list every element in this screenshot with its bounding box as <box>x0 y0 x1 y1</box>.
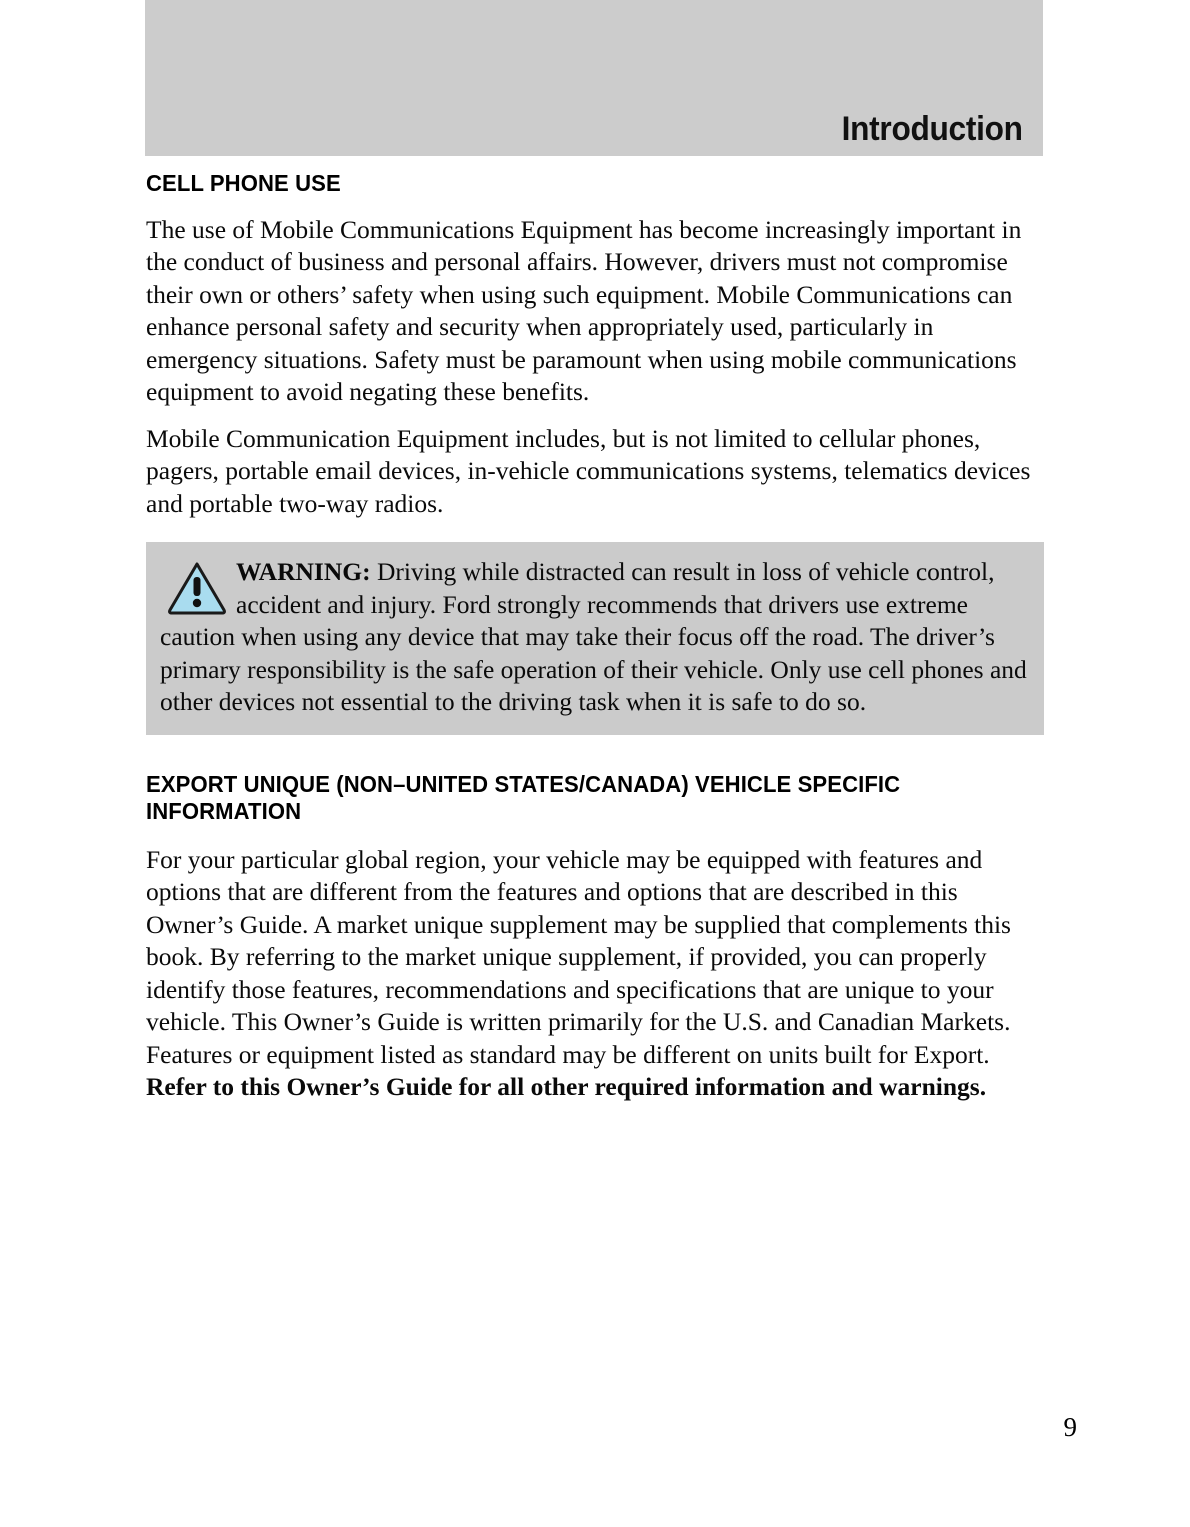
warning-box <box>146 542 1044 735</box>
page-content <box>146 170 1044 1104</box>
paragraph-export-unique <box>146 844 1044 1104</box>
page-title: Introduction <box>841 110 1023 148</box>
section-heading-export-unique: EXPORT UNIQUE (NON–UNITED STATES/CANADA) VEHICLE SPECIFIC INFORMATION <box>146 770 901 825</box>
warning-body: Driving while distracted can result in loss of vehicle control, accident and injury. Ford strongly recommends that drivers use extreme caution when using any device that may take their focus off the road. The driver’s primary responsibility is the safe operation of their vehicle. Only use cell phones and other devices not essential to the driving task when it is safe to do so. <box>160 557 1027 717</box>
warning-label: WARNING: <box>236 557 371 587</box>
section-heading-cell-phone-use: CELL PHONE USE <box>146 170 341 196</box>
page-number: 9 <box>1063 1412 1077 1442</box>
paragraph-export-unique-bold: Refer to this Owner’s Guide for all other required information and warnings. <box>146 1072 987 1102</box>
paragraph-cell-phone-use-2: Mobile Communication Equipment includes, but is not limited to cellular phones, pagers, portable email devices, in-vehicle communications systems, telematics devices and portable two-way radios. <box>146 423 1031 518</box>
paragraph-export-unique-lead: For your particular global region, your vehicle may be equipped with features and options that are different from the features and options that are described in this Owner’s Guide. A market unique supplement may be supplied that complements this book. By referring to the market unique supplement, if provided, you can properly identify those features, recommendations and specifications that are unique to your vehicle. This Owner’s Guide is written primarily for the U.S. and Canadian Markets. Features or equipment listed as standard may be different on units built for Export. <box>146 844 1011 1069</box>
section-spacer <box>146 735 1044 771</box>
warning-triangle-icon <box>166 560 228 616</box>
warning-text <box>160 556 1028 719</box>
chapter-header-banner <box>145 0 1043 156</box>
paragraph-cell-phone-use-1: The use of Mobile Communications Equipment has become increasingly important in the conduct of business and personal affairs. However, drivers must not compromise their own or others’ safety when using such equipment. Mobile Communications can enhance personal safety and security when appropriately used, particularly in emergency situations. Safety must be paramount when using mobile communications equipment to avoid negating these benefits. <box>146 214 1022 407</box>
